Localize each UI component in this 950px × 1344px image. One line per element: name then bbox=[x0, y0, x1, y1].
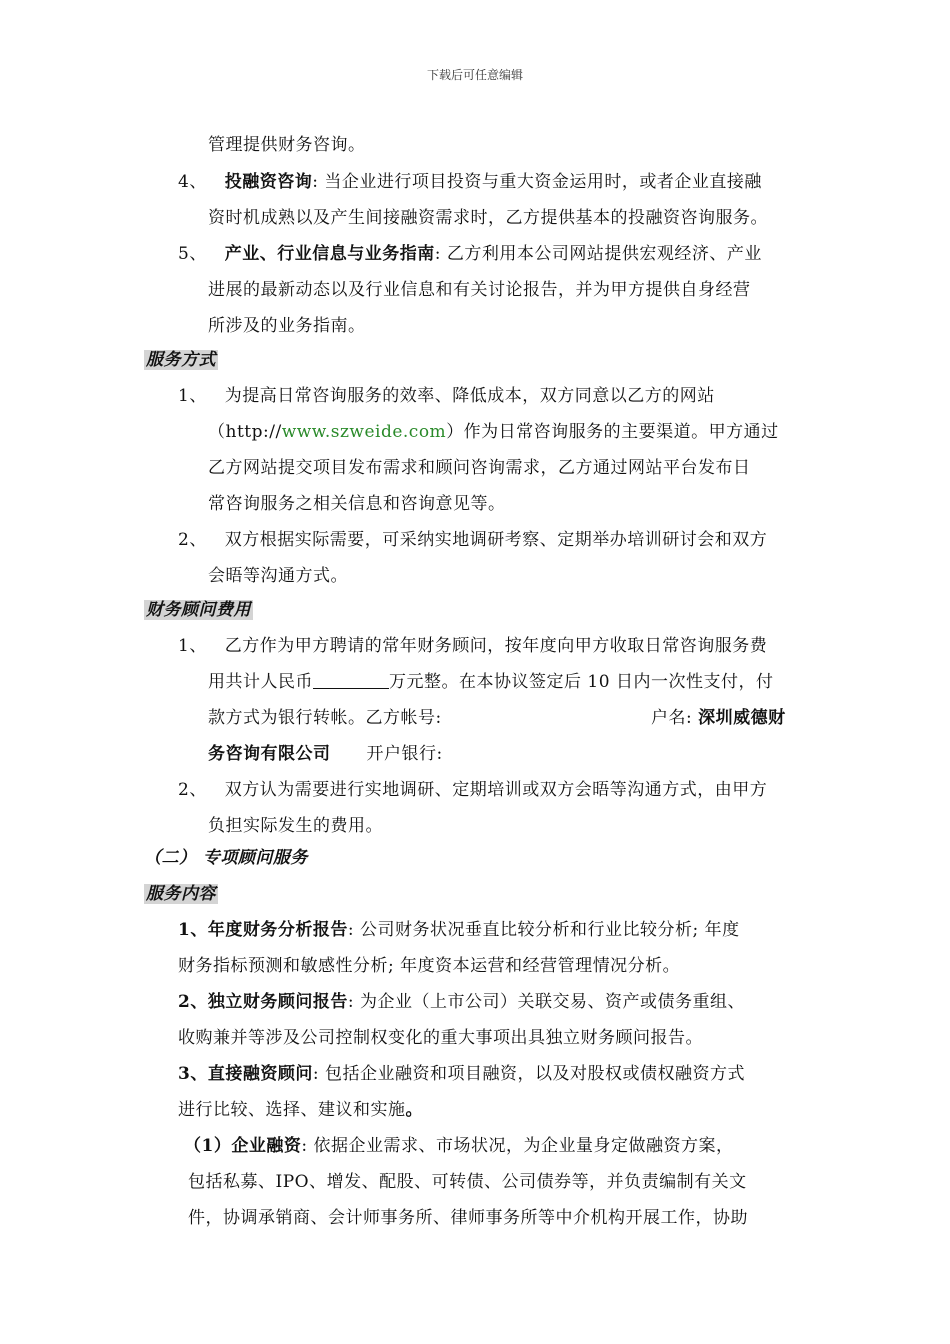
item-text: 双方认为需要进行实地调研、定期培训或双方会晤等沟通方式，由甲方 bbox=[224, 780, 768, 800]
paragraph-line: 包括私募、IPO、增发、配股、可转债、公司债券等，并负责编制有关文 bbox=[188, 1172, 747, 1192]
section-heading-advisor-fee: 财务顾问费用 bbox=[146, 600, 251, 620]
section-heading-service-mode: 服务方式 bbox=[146, 350, 216, 370]
account-line: 款方式为银行转帐。乙方帐号: bbox=[208, 708, 442, 728]
website-link[interactable]: www.szweide.com bbox=[281, 422, 447, 442]
section-heading-special-service: （二） 专项顾问服务 bbox=[144, 848, 308, 868]
account-name: 户名: 深圳威德财 bbox=[651, 708, 786, 728]
item-text: 乙方作为甲方聘请的常年财务顾问，按年度向甲方收取日常咨询服务费 bbox=[224, 636, 768, 656]
content-item-3: 3、直接融资顾问: 包括企业融资和项目融资，以及对股权或债权融资方式 bbox=[178, 1064, 745, 1084]
paragraph-line: 乙方网站提交项目发布需求和顾问咨询需求，乙方通过网站平台发布日 bbox=[208, 458, 751, 478]
fee-amount-line: 用共计人民币 万元整。在本协议签定后 10 日内一次性支付，付 bbox=[208, 672, 774, 692]
paragraph-line: 会晤等沟通方式。 bbox=[208, 566, 348, 586]
item-heading: 投融资咨询 bbox=[224, 172, 313, 192]
sub-item-enterprise-financing: （1）企业融资: 依据企业需求、市场状况，为企业量身定做融资方案， bbox=[184, 1136, 734, 1156]
item-number: 2、 bbox=[178, 530, 207, 550]
item-number: 4、 bbox=[178, 172, 207, 192]
paragraph-line: 常咨询服务之相关信息和咨询意见等。 bbox=[208, 494, 506, 514]
item-number: 1、 bbox=[178, 636, 207, 656]
paragraph-line: 所涉及的业务指南。 bbox=[208, 316, 366, 336]
paragraph-line: 收购兼并等涉及公司控制权变化的重大事项出具独立财务顾问报告。 bbox=[178, 1028, 703, 1048]
item-number: 1、 bbox=[178, 386, 207, 406]
content-item-2: 2、独立财务顾问报告: 为企业（上市公司）关联交易、资产或债务重组、 bbox=[178, 992, 745, 1012]
item-number: 2、 bbox=[178, 780, 207, 800]
item-text: : 乙方利用本公司网站提供宏观经济、产业 bbox=[434, 244, 762, 264]
paragraph-line: 件，协调承销商、会计师事务所、律师事务所等中介机构开展工作，协助 bbox=[188, 1208, 748, 1228]
account-bank-line: 务咨询有限公司 开户银行: bbox=[208, 744, 443, 764]
page-header: 下载后可任意编辑 bbox=[426, 68, 523, 82]
list-item-2 bbox=[178, 528, 767, 552]
paragraph-line: 管理提供财务咨询。 bbox=[208, 135, 366, 155]
paragraph-line: 进行比较、选择、建议和实施。 bbox=[178, 1100, 423, 1120]
list-item-4 bbox=[178, 170, 762, 194]
section-heading-service-content: 服务内容 bbox=[146, 884, 216, 904]
item-number: 5、 bbox=[178, 244, 207, 264]
item-heading: 产业、行业信息与业务指南 bbox=[224, 244, 435, 264]
paragraph-line: 财务指标预测和敏感性分析; 年度资本运营和经营管理情况分析。 bbox=[178, 956, 681, 976]
paragraph-line: 资时机成熟以及产生间接融资需求时，乙方提供基本的投融资咨询服务。 bbox=[208, 208, 768, 228]
item-text: 双方根据实际需要，可采纳实地调研考察、定期举办培训研讨会和双方 bbox=[224, 530, 768, 550]
list-item-1 bbox=[178, 384, 715, 408]
paragraph-line-with-link: （http://www.szweide.com）作为日常咨询服务的主要渠道。甲方通过 bbox=[208, 422, 779, 442]
content-item-1: 1、年度财务分析报告: 公司财务状况垂直比较分析和行业比较分析; 年度 bbox=[178, 920, 740, 940]
list-item-5 bbox=[178, 242, 762, 266]
item-text: 为提高日常咨询服务的效率、降低成本，双方同意以乙方的网站 bbox=[224, 386, 715, 406]
fee-item-1 bbox=[178, 634, 767, 658]
paragraph-line: 负担实际发生的费用。 bbox=[208, 816, 383, 836]
amount-blank[interactable] bbox=[313, 670, 389, 689]
item-text: : 当企业进行项目投资与重大资金运用时，或者企业直接融 bbox=[312, 172, 762, 192]
paragraph-line: 进展的最新动态以及行业信息和有关讨论报告，并为甲方提供自身经营 bbox=[208, 280, 751, 300]
fee-item-2 bbox=[178, 778, 767, 802]
